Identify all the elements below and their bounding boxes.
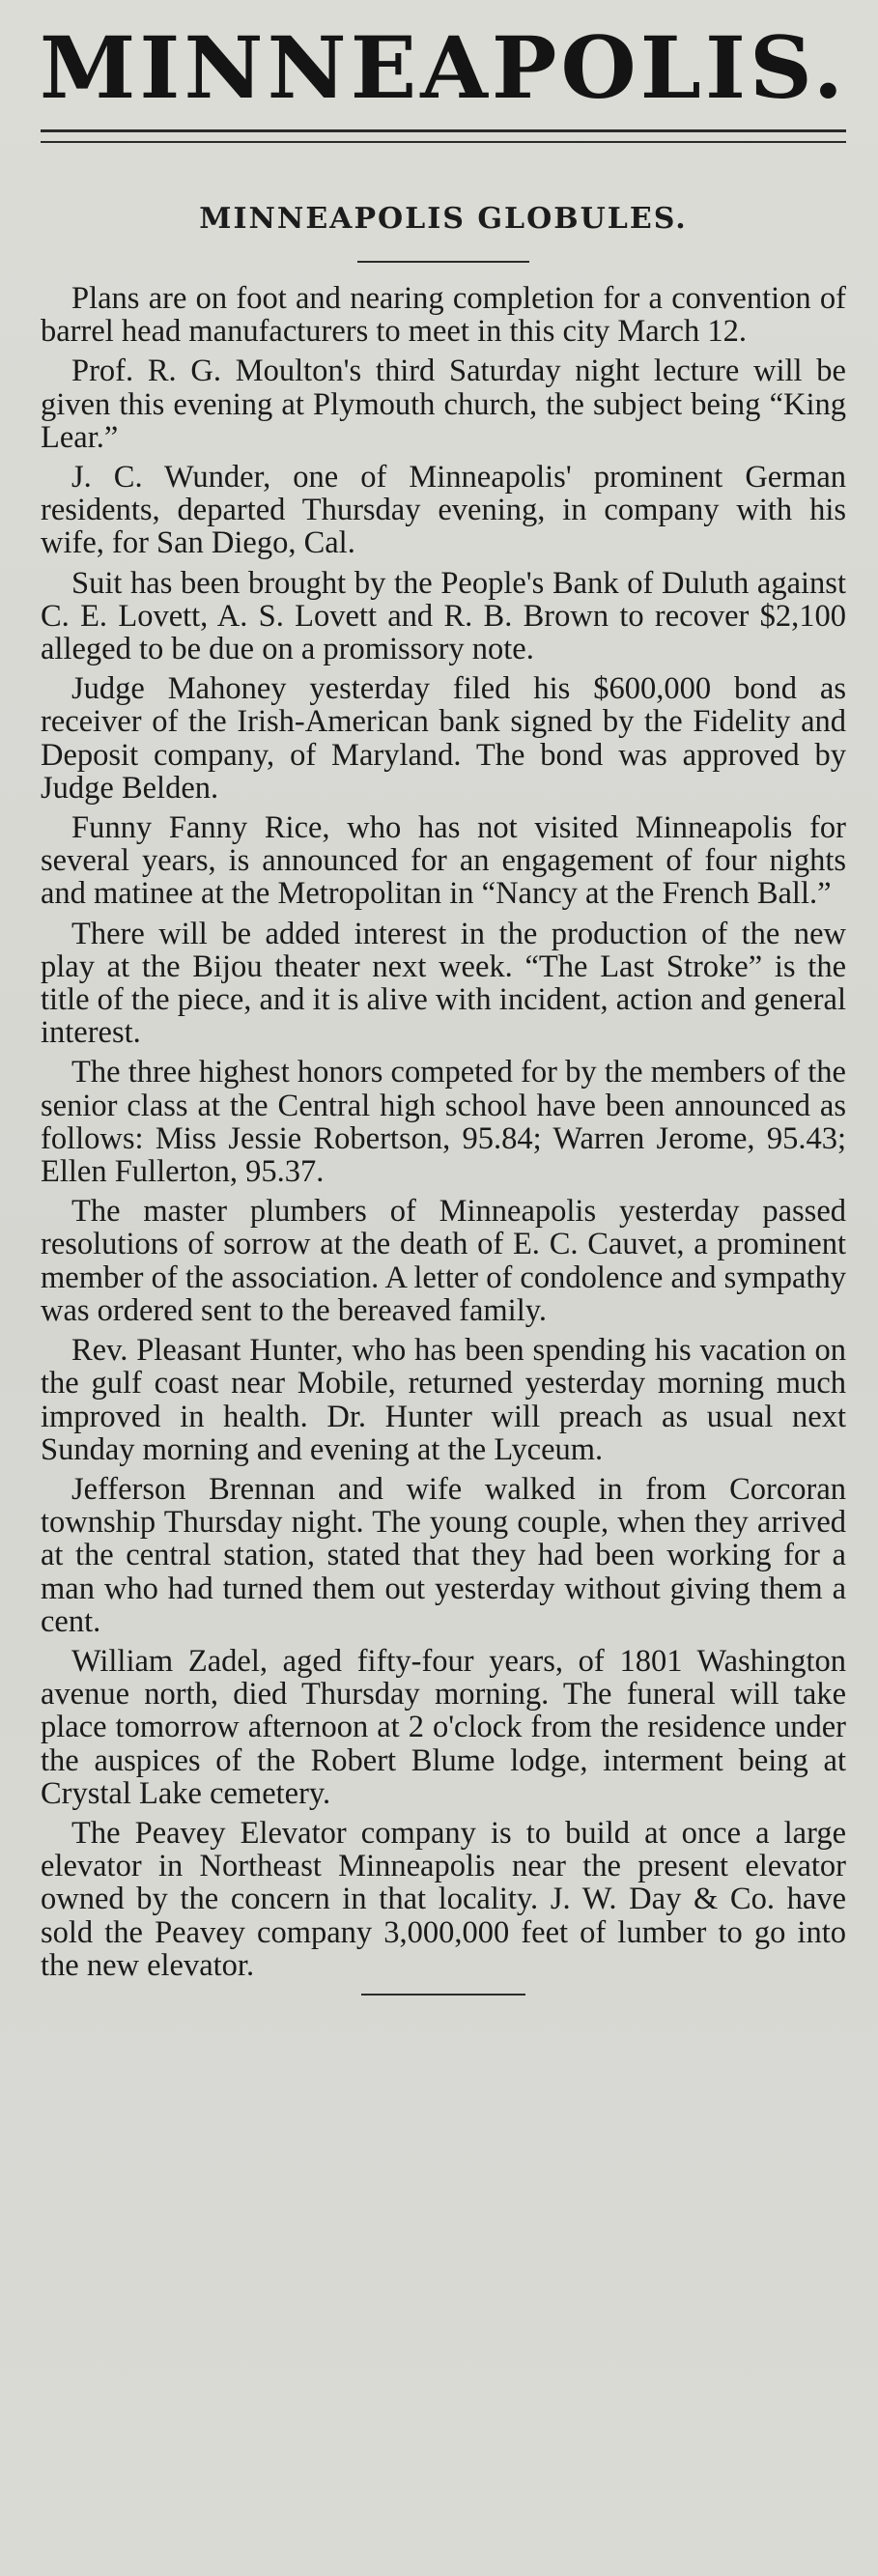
news-item: The master plumbers of Minneapolis yesterday passed resolutions of sorrow at the death of E. C. Cauvet, a prominent member of the association. A letter of condolence and sympathy was ordered sent to the bereaved family. — [41, 1194, 846, 1328]
news-item: J. C. Wunder, one of Minneapolis' prominent German residents, departed Thursday evening, in company with his wife, for San Diego, Cal. — [41, 460, 846, 561]
news-item: Prof. R. G. Moulton's third Saturday night lecture will be given this evening at Plymouth church, the subject being “King Lear.” — [41, 354, 846, 455]
news-item: Suit has been brought by the People's Bank of Duluth against C. E. Lovett, A. S. Lovett and R. B. Brown to recover $2,100 alleged to be due on a promissory note. — [41, 565, 846, 667]
news-item: William Zadel, aged fifty-four years, of 1801 Washington avenue north, died Thursday morning. The funeral will take place tomorrow afternoon at 2 o'clock from the residence under the auspices of the Robert Blume lodge, interment being at Crystal Lake cemetery. — [41, 1643, 846, 1811]
news-item: Funny Fanny Rice, who has not visited Minneapolis for several years, is announced for an engagement of four nights and matinee at the Metropolitan in “Nancy at the French Ball.” — [41, 810, 846, 912]
news-item: The three highest honors competed for by the members of the senior class at the Central high school have been announced as follows: Miss Jessie Robertson, 95.84; Warren Jerome, 95.43; Ellen Fullerton, 95.37. — [41, 1055, 846, 1190]
end-rule — [361, 1994, 525, 1996]
section-title: MINNEAPOLIS GLOBULES. — [199, 202, 688, 236]
news-item: Rev. Pleasant Hunter, who has been spending his vacation on the gulf coast near Mobile, returned yesterday morning much improved in health. Dr. Hunter will preach as usual next Sunday morning and evening at the Lyceum. — [41, 1333, 846, 1467]
news-item: Judge Mahoney yesterday filed his $600,000 bond as receiver of the Irish-American bank signed by the Fidelity and Deposit company, of Maryland. The bond was approved by Judge Belden. — [41, 671, 846, 806]
masthead-double-rule — [41, 129, 846, 143]
masthead-title: MINNEAPOLIS. — [39, 17, 848, 118]
news-item: There will be added interest in the production of the new play at the Bijou theater next week. “The Last Stroke” is the title of the piece, and it is alive with incident, action and general interest. — [41, 916, 846, 1051]
news-items — [41, 282, 846, 1982]
news-item: The Peavey Elevator company is to build at once a large elevator in Northeast Minneapolis near the present elevator owned by the concern in that locality. J. W. Day & Co. have sold the Peavey company 3,000,000 feet of lumber to go into the new elevator. — [41, 1815, 846, 1983]
news-item: Jefferson Brennan and wife walked in from Corcoran township Thursday night. The young couple, when they arrived at the central station, stated that they had been working for a man who had turned them out yesterday without giving them a cent. — [41, 1471, 846, 1639]
news-item: Plans are on foot and nearing completion for a convention of barrel head manufacturers to meet in this city March 12. — [41, 281, 846, 350]
section-title-rule — [357, 261, 529, 263]
